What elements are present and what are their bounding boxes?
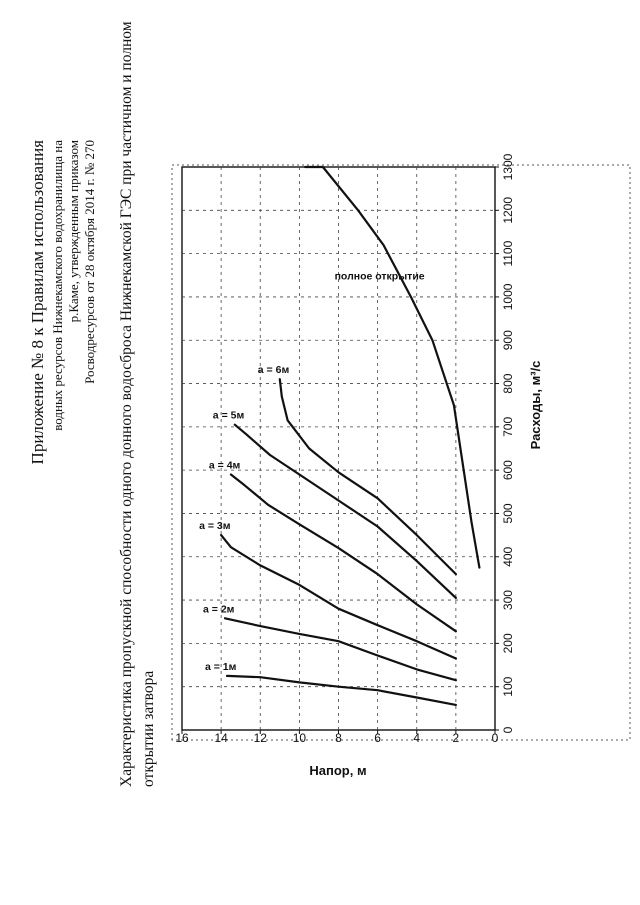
y-tick-label: 0 [491,731,499,745]
curve-series-6 [280,379,456,574]
x-tick-label: 500 [501,503,515,524]
x-tick-label: 1100 [501,240,515,267]
x-tick-label: 1000 [501,283,515,311]
y-tick-label: 12 [253,731,267,745]
curve-series-4 [231,475,456,632]
curve-label: полное открытие [334,270,425,283]
curve-label: а = 3м [199,520,231,533]
x-tick-label: 700 [501,416,515,437]
curve-series-7 [305,167,479,568]
appendix-header-line: водных ресурсов Нижнекамского водохранилища на [50,140,65,431]
curve-label: а = 4м [208,459,241,472]
y-tick-label: 14 [214,731,228,745]
x-tick-label: 100 [501,676,515,697]
curves [221,167,479,705]
x-tick-label: 200 [501,633,515,654]
curve-label: а = 1м [204,660,237,673]
chart-outer-frame [172,165,630,740]
x-tick-label: 800 [501,373,515,394]
curve-labels [199,271,425,673]
x-axis-ticks [495,153,515,733]
x-tick-label: 1200 [501,196,515,224]
x-tick-label: 400 [501,546,515,567]
x-tick-label: 300 [501,590,515,611]
curve-series-1 [227,676,456,705]
y-tick-label: 10 [292,731,307,745]
gridlines [182,167,495,730]
chart-title-continued: открытии затвора [140,670,157,787]
chart-title: Характеристика пропускной способности одного донного водосброса Нижнекамской ГЭС при частичном и полном [118,21,135,787]
x-axis-label: Расходы, м³/с [528,360,543,450]
y-tick-label: 16 [175,731,189,745]
appendix-header-line: р.Каме, утвержденным приказом [66,140,81,323]
curve-label: а = 2м [203,603,235,616]
curve-label: а = 5м [212,409,245,422]
x-tick-label: 600 [501,460,515,481]
y-tick-label: 6 [374,731,381,745]
x-tick-label: 1300 [501,153,515,181]
y-tick-label: 4 [413,731,421,745]
y-tick-label: 8 [335,731,342,745]
y-tick-label: 2 [452,731,460,745]
x-tick-label: 900 [501,330,515,351]
appendix-header-title: Приложение № 8 к Правилам использования [28,140,47,465]
x-tick-label: 0 [501,726,515,734]
y-axis-label: Напор, м [309,763,367,778]
curve-series-5 [235,425,456,598]
y-axis-ticks [175,730,498,745]
appendix-header-line: Росводресурсов от 28 октября 2014 г. № 270 [82,140,97,384]
curve-series-2 [225,618,456,680]
curve-label: а = 6м [257,364,290,377]
